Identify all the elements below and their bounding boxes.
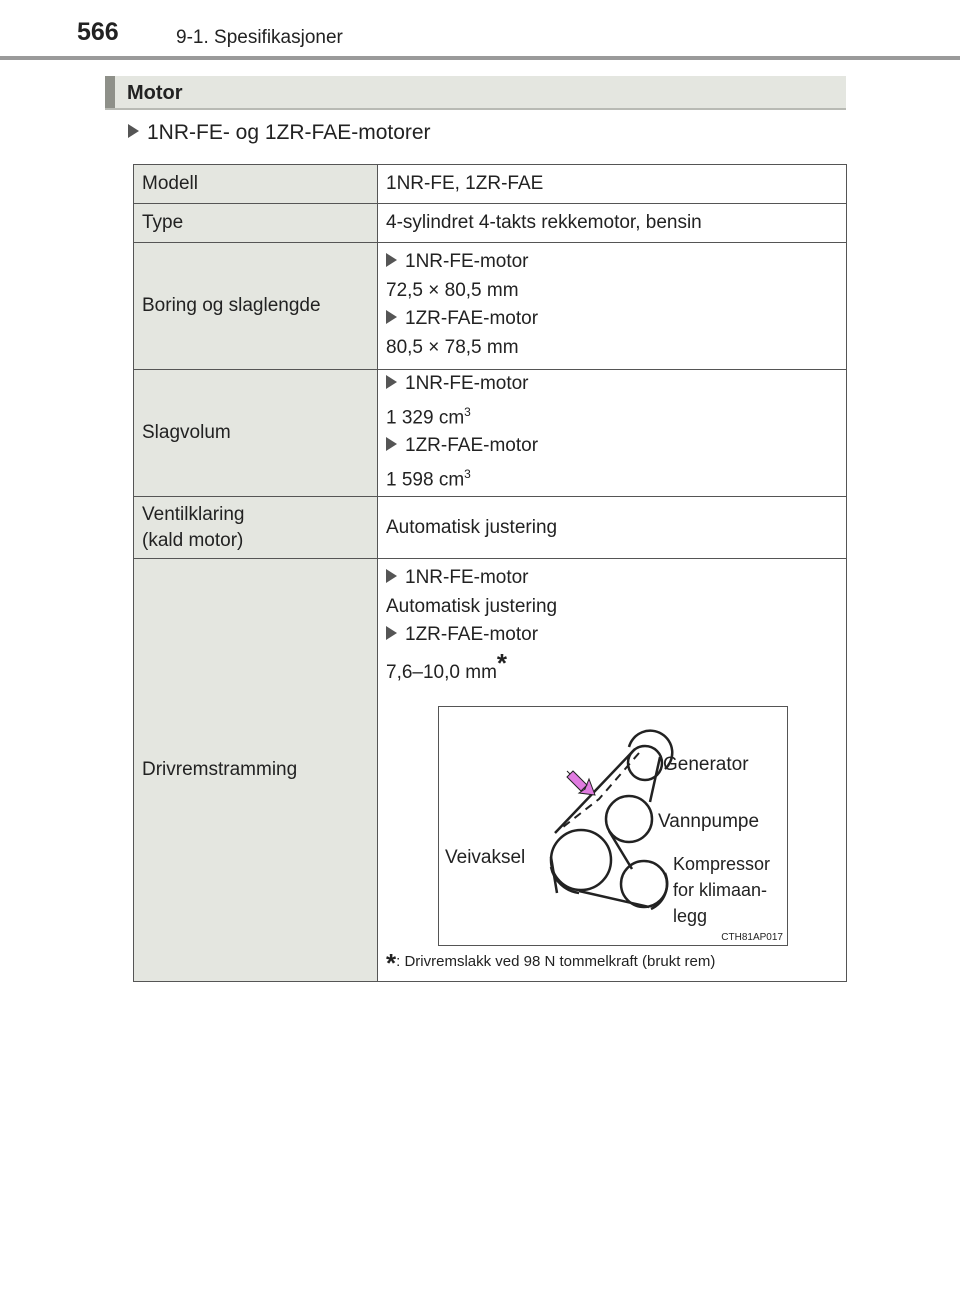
chapter-title: 9-1. Spesifikasjoner (176, 27, 343, 48)
row-value-valve: Automatisk justering (378, 497, 847, 559)
label-generator: Generator (663, 754, 749, 775)
triangle-bullet-icon (386, 310, 397, 324)
row-label-displacement: Slagvolum (134, 370, 378, 497)
label-compressor-2: for klimaan- (673, 880, 768, 900)
page-number: 566 (77, 18, 119, 46)
footnote: *: Drivremslakk ved 98 N tommelkraft (brukt rem) (386, 948, 716, 978)
variant-heading: 1ZR-FAE-motor (405, 624, 539, 645)
variant-value: 7,6–10,0 mm* (386, 648, 508, 683)
triangle-bullet-icon (386, 569, 397, 583)
table-row (134, 243, 847, 370)
triangle-bullet-icon (386, 253, 397, 267)
variant-heading: 1NR-FE-motor (405, 567, 529, 588)
row-label-belt: Drivremstramming (134, 559, 378, 982)
triangle-bullet-icon (386, 626, 397, 640)
table-row (134, 497, 847, 559)
row-label-bore: Boring og slaglengde (134, 243, 378, 370)
compressor-pulley (621, 861, 667, 907)
variant-value: 1 329 $cm^3$ (386, 404, 471, 428)
row-label-model: Modell (134, 165, 378, 204)
press-arrow-shaft (567, 771, 587, 791)
section-title: Motor (127, 82, 183, 104)
belt-diagram (438, 706, 788, 946)
triangle-bullet-icon (386, 375, 397, 389)
row-value-displacement (378, 370, 847, 497)
variant-value: Automatisk justering (386, 596, 558, 617)
label-compressor-1: Kompressor (673, 854, 771, 874)
triangle-bullet-icon (386, 437, 397, 451)
label-compressor-3: legg (673, 906, 708, 926)
header-rule (0, 56, 960, 60)
row-value-belt (378, 559, 847, 982)
variant-value: 72,5 × 80,5 mm (386, 280, 519, 301)
variant-value: 80,5 × 78,5 mm (386, 337, 519, 358)
triangle-bullet-icon (128, 124, 139, 138)
belt-diagram-svg (439, 707, 787, 945)
variant-heading: 1ZR-FAE-motor (405, 435, 539, 456)
row-value-model: 1NR-FE, 1ZR-FAE (378, 165, 847, 204)
variant-value: 1 598 $cm^3$ (386, 467, 471, 491)
variant-heading: 1NR-FE-motor (405, 372, 529, 394)
table-row (134, 165, 847, 204)
subheading (128, 121, 431, 145)
table-row (134, 370, 847, 497)
variant-heading: 1NR-FE-motor (405, 251, 529, 272)
row-label-type: Type (134, 204, 378, 243)
diagram-code: CTH81AP017 (721, 932, 783, 943)
label-crankshaft: Veivaksel (445, 847, 526, 868)
variant-heading: 1ZR-FAE-motor (405, 308, 539, 329)
spec-table (133, 164, 847, 982)
label-water-pump: Vannpumpe (658, 811, 760, 832)
table-row (134, 559, 847, 982)
subheading-text: 1NR-FE- og 1ZR-FAE-motorer (147, 121, 431, 144)
table-row (134, 204, 847, 243)
section-bar (105, 76, 846, 110)
row-value-bore (378, 243, 847, 370)
section-accent (105, 76, 115, 108)
row-label-valve: Ventilklaring (kald motor) (134, 497, 378, 559)
crankshaft-pulley (551, 830, 611, 890)
row-value-type: 4-sylindret 4-takts rekkemotor, bensin (378, 204, 847, 243)
